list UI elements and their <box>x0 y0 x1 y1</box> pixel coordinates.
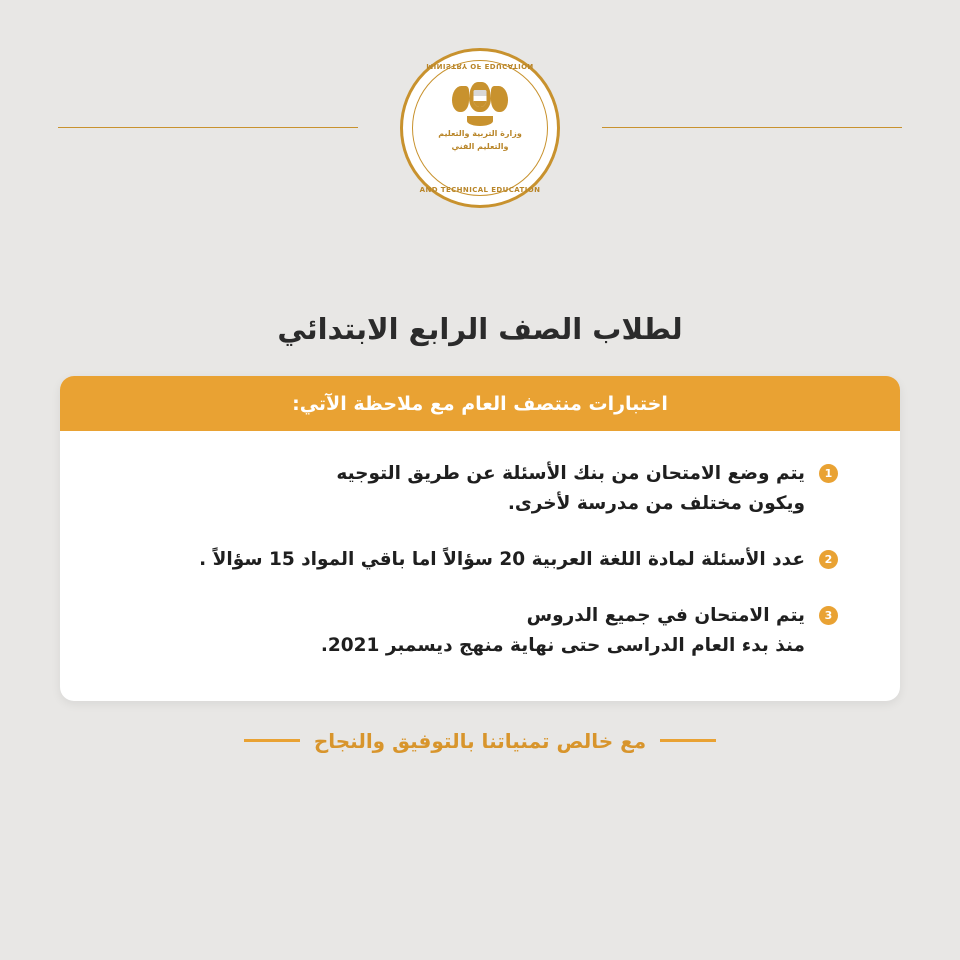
footer-dash-right <box>660 739 716 742</box>
eagle-wing-left <box>452 86 469 112</box>
list-item-line: عدد الأسئلة لمادة اللغة العربية 20 سؤالاً اما باقي المواد 15 سؤالاً . <box>199 548 805 570</box>
list-item-line: منذ بدء العام الدراسى حتى نهاية منهج ديسمبر 2021. <box>320 634 805 656</box>
list-item-line: يتم الامتحان في جميع الدروس <box>526 604 805 626</box>
list-item-number: 1 <box>819 464 838 483</box>
list-item-text <box>106 459 805 519</box>
list-item-text <box>106 601 805 661</box>
list-item-number: 2 <box>819 550 838 569</box>
card-header-title: اختبارات منتصف العام مع ملاحظة الآتي: <box>60 376 900 431</box>
eagle-of-saladin-icon <box>452 82 508 126</box>
list-item <box>106 545 838 575</box>
emblem-english-bottom-label: AND TECHNICAL EDUCATION <box>419 186 541 194</box>
eagle-wing-right <box>491 86 508 112</box>
notice-card <box>60 376 900 701</box>
page-title: لطلاب الصف الرابع الابتدائي <box>277 312 683 346</box>
list-item-text <box>106 545 805 575</box>
header-rule-right <box>602 127 902 128</box>
list-item <box>106 459 838 519</box>
list-item-number: 3 <box>819 606 838 625</box>
emblem-english-top-label: MINISTRY OF EDUCATION <box>426 62 534 70</box>
footer-message: مع خالص تمنياتنا بالتوفيق والنجاح <box>313 728 647 753</box>
list-item-line: يتم وضع الامتحان من بنك الأسئلة عن طريق التوجيه <box>336 463 805 484</box>
emblem-arabic-line-1: وزارة التربية والتعليم <box>438 129 522 138</box>
eagle-tail <box>467 116 493 126</box>
header <box>0 0 960 250</box>
ministry-emblem-icon <box>400 48 560 208</box>
header-rule-left <box>58 127 358 128</box>
footer <box>0 729 960 753</box>
emblem-arabic-line-2: والتعليم الفني <box>451 142 509 151</box>
eagle-shield <box>474 90 487 107</box>
list-item <box>106 601 838 661</box>
emblem-core <box>432 80 528 176</box>
card-body <box>60 431 900 701</box>
list-item-line: ويكون مختلف من مدرسة لأخرى. <box>507 492 805 514</box>
footer-dash-left <box>244 739 300 742</box>
